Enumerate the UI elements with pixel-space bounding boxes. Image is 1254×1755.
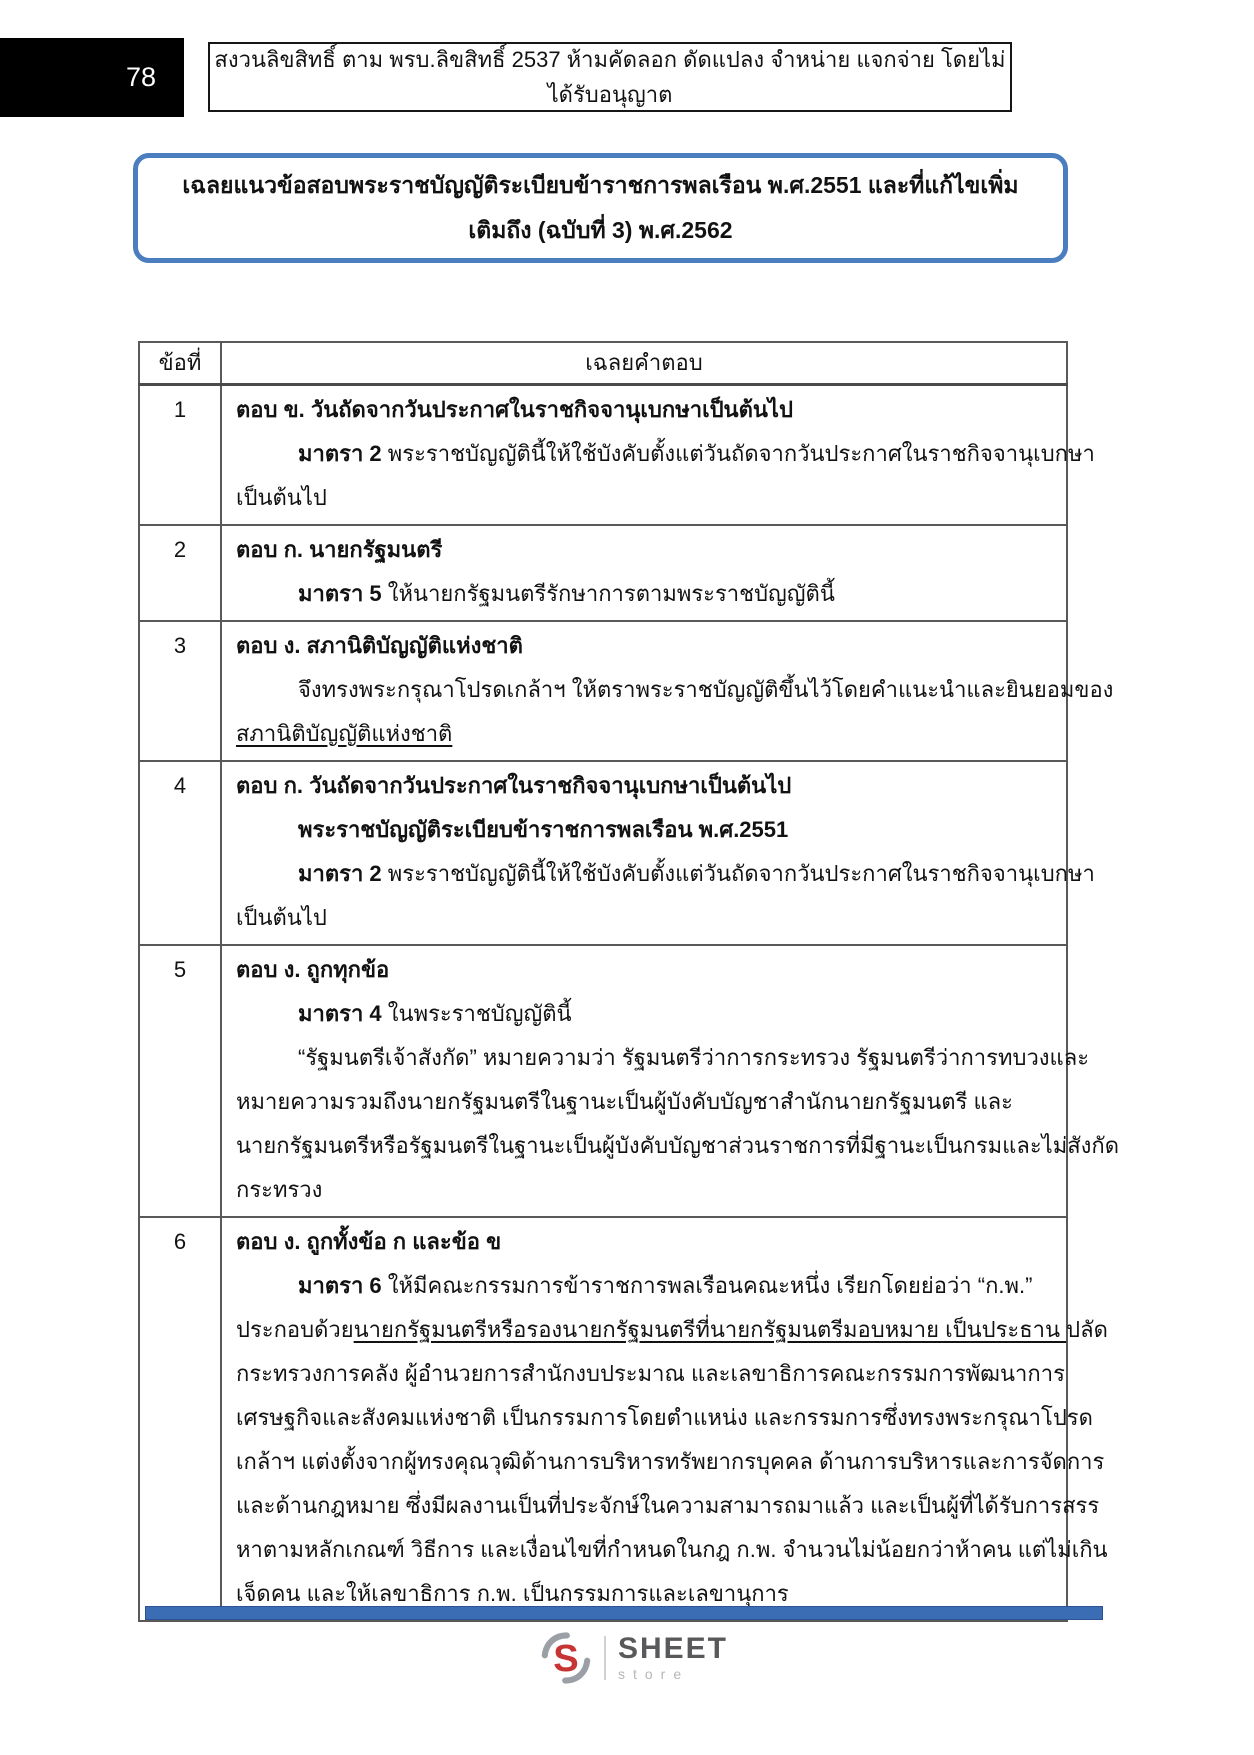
answer-line bbox=[236, 528, 1052, 572]
answer-text-segment: เกล้าฯ แต่งตั้งจากผู้ทรงคุณวุฒิด้านการบริหารทรัพยากรบุคคล ด้านการบริหารและการจัดการ bbox=[236, 1448, 1105, 1474]
answer-text-segment: สภานิติบัญญัติแห่งชาติ bbox=[236, 720, 453, 746]
question-number-cell: 4 bbox=[139, 761, 221, 945]
answer-line bbox=[236, 808, 1052, 852]
answer-text-segment: มาตรา 5 bbox=[298, 580, 388, 606]
answer-line bbox=[236, 948, 1052, 992]
answer-line bbox=[236, 1124, 1120, 1168]
answer-line bbox=[236, 1036, 1090, 1080]
answer-line bbox=[236, 1484, 1100, 1528]
table-row bbox=[139, 761, 1067, 945]
table-row bbox=[139, 945, 1067, 1217]
answer-table bbox=[138, 341, 1120, 1622]
answer-line bbox=[236, 1440, 1105, 1484]
answer-line bbox=[236, 1080, 1052, 1124]
answer-text-segment: “รัฐมนตรีเจ้าสังกัด” หมายความว่า รัฐมนตรีว่าการกระทรวง รัฐมนตรีว่าการทบวงและ bbox=[298, 1044, 1090, 1070]
sheet-store-logo-icon bbox=[540, 1632, 592, 1684]
answer-text-segment: ตอบ ง. สภานิติบัญญัติแห่งชาติ bbox=[236, 632, 523, 658]
answer-line bbox=[236, 896, 1052, 940]
logo-text-block bbox=[618, 1634, 728, 1682]
document-title: เฉลยแนวข้อสอบพระราชบัญญัติระเบียบข้าราชการพลเรือน พ.ศ.2551 และที่แก้ไขเพิ่มเติมถึง (ฉบับที่ 3) พ.ศ.2562 bbox=[182, 172, 1019, 243]
answer-text-segment: กระทรวง bbox=[236, 1176, 323, 1202]
answer-text-segment: นายกรัฐมนตรีหรือรองนายกรัฐมนตรีที่นายกรัฐมนตรีมอบหมาย เป็นประธาน bbox=[353, 1316, 1067, 1342]
answer-text-segment: และด้านกฎหมาย ซึ่งมีผลงานเป็นที่ประจักษ์ในความสามารถมาแล้ว และเป็นผู้ที่ได้รับการสรร bbox=[236, 1492, 1100, 1518]
answer-cell bbox=[221, 525, 1067, 621]
question-number-cell: 1 bbox=[139, 384, 221, 525]
answer-cell bbox=[221, 945, 1120, 1217]
answer-text-segment: ประกอบด้วย bbox=[236, 1316, 354, 1342]
answer-line bbox=[236, 624, 1052, 668]
answer-line bbox=[236, 712, 1052, 756]
answer-line bbox=[236, 1352, 1065, 1396]
answer-line bbox=[236, 476, 1052, 520]
answer-table-body bbox=[139, 384, 1120, 1621]
answer-text-segment: มาตรา 4 bbox=[298, 1000, 388, 1026]
answer-text-segment: ตอบ ก. นายกรัฐมนตรี bbox=[236, 536, 443, 562]
answer-cell bbox=[221, 384, 1095, 525]
table-row bbox=[139, 621, 1067, 761]
answer-line bbox=[236, 1308, 1108, 1352]
answer-text-segment: มาตรา 6 bbox=[298, 1272, 388, 1298]
answer-text-segment: จึงทรงพระกรุณาโปรดเกล้าฯ ให้ตราพระราชบัญญัติขึ้นไว้โดยคำแนะนำและยินยอมของ bbox=[298, 676, 1114, 702]
question-number-cell: 3 bbox=[139, 621, 221, 761]
answer-text-segment: ตอบ ง. ถูกทุกข้อ bbox=[236, 956, 390, 982]
answer-text-segment: นายกรัฐมนตรีหรือรัฐมนตรีในฐานะเป็นผู้บังคับบัญชาส่วนราชการที่มีฐานะเป็นกรมและไม่สังกัด bbox=[236, 1132, 1120, 1158]
table-row bbox=[139, 384, 1067, 525]
logo-divider bbox=[604, 1636, 606, 1680]
answer-cell bbox=[221, 761, 1095, 945]
answer-line bbox=[236, 668, 1114, 712]
answer-line bbox=[236, 572, 1052, 616]
answer-line bbox=[236, 432, 1095, 476]
answer-text-segment: พระราชบัญญัตินี้ให้ใช้บังคับตั้งแต่วันถัดจากวันประกาศในราชกิจจานุเบกษา bbox=[387, 860, 1095, 886]
answer-text-segment: ในพระราชบัญญัตินี้ bbox=[387, 1000, 572, 1026]
copyright-box bbox=[208, 42, 1012, 112]
column-header-answer: เฉลยคำตอบ bbox=[221, 342, 1067, 384]
question-number-cell: 5 bbox=[139, 945, 221, 1217]
answer-line bbox=[236, 1396, 1093, 1440]
answer-text-segment: มาตรา 2 bbox=[298, 440, 388, 466]
answer-text-segment: กระทรวงการคลัง ผู้อำนวยการสำนักงบประมาณ และเลขาธิการคณะกรรมการพัฒนาการ bbox=[236, 1360, 1065, 1386]
answer-text-segment: หมายความรวมถึงนายกรัฐมนตรีในฐานะเป็นผู้บังคับบัญชาสำนักนายกรัฐมนตรี และ bbox=[236, 1088, 1013, 1114]
answer-text-segment: ปลัด bbox=[1066, 1316, 1108, 1342]
logo-brand-name: SHEET bbox=[617, 1632, 729, 1665]
column-header-question-number: ข้อที่ bbox=[139, 342, 221, 384]
answer-text-segment: มาตรา 2 bbox=[298, 860, 388, 886]
answer-line bbox=[236, 764, 1052, 808]
answer-line bbox=[236, 1168, 1052, 1212]
answer-text-segment: เป็นต้นไป bbox=[236, 904, 327, 930]
answer-line bbox=[236, 1220, 1052, 1264]
answer-cell bbox=[221, 621, 1114, 761]
table-header-row bbox=[139, 342, 1067, 384]
answer-line bbox=[236, 852, 1095, 896]
answer-line bbox=[236, 992, 1052, 1036]
answer-text-segment: เจ็ดคน และให้เลขาธิการ ก.พ. เป็นกรรมการและเลขานุการ bbox=[236, 1580, 789, 1606]
answer-text-segment: ตอบ ก. วันถัดจากวันประกาศในราชกิจจานุเบกษาเป็นต้นไป bbox=[236, 772, 792, 798]
page-number-box bbox=[0, 38, 184, 117]
question-number-cell: 2 bbox=[139, 525, 221, 621]
footer-divider-bar bbox=[145, 1606, 1103, 1620]
answer-text-segment: พระราชบัญญัตินี้ให้ใช้บังคับตั้งแต่วันถัดจากวันประกาศในราชกิจจานุเบกษา bbox=[387, 440, 1095, 466]
answer-text-segment: ให้นายกรัฐมนตรีรักษาการตามพระราชบัญญัตินี้ bbox=[387, 580, 835, 606]
table-row bbox=[139, 525, 1067, 621]
answer-text-segment: ตอบ ง. ถูกทั้งข้อ ก และข้อ ข bbox=[236, 1228, 502, 1254]
logo-brand-subtitle: store bbox=[617, 1666, 690, 1682]
page-number: 78 bbox=[125, 62, 156, 92]
question-number-cell: 6 bbox=[139, 1217, 221, 1621]
answer-cell bbox=[221, 1217, 1108, 1621]
answer-text-segment: เป็นต้นไป bbox=[236, 484, 327, 510]
answer-text-segment: พระราชบัญญัติระเบียบข้าราชการพลเรือน พ.ศ.2551 bbox=[298, 816, 789, 842]
answer-text-segment: เศรษฐกิจและสังคมแห่งชาติ เป็นกรรมการโดยตำแหน่ง และกรรมการซึ่งทรงพระกรุณาโปรด bbox=[236, 1404, 1093, 1430]
copyright-text: สงวนลิขสิทธิ์ ตาม พรบ.ลิขสิทธิ์ 2537 ห้ามคัดลอก ดัดแปลง จำหน่าย แจกจ่าย โดยไม่ได้รับอนุญาต bbox=[214, 47, 1006, 107]
document-title-box bbox=[133, 153, 1068, 263]
answer-text-segment: หาตามหลักเกณฑ์ วิธีการ และเงื่อนไขที่กำหนดในกฎ ก.พ. จำนวนไม่น้อยกว่าห้าคน แต่ไม่เกิน bbox=[236, 1536, 1108, 1562]
sheet-store-logo bbox=[14, 1632, 1254, 1684]
table-row bbox=[139, 1217, 1067, 1621]
answer-text-segment: ให้มีคณะกรรมการข้าราชการพลเรือนคณะหนึ่ง เรียกโดยย่อว่า “ก.พ.” bbox=[387, 1272, 1033, 1298]
answer-line bbox=[236, 1528, 1108, 1572]
answer-text-segment: ตอบ ข. วันถัดจากวันประกาศในราชกิจจานุเบกษาเป็นต้นไป bbox=[236, 396, 793, 422]
logo-mark-letter: S bbox=[553, 1637, 579, 1680]
answer-line bbox=[236, 388, 1052, 432]
answer-line bbox=[236, 1264, 1052, 1308]
